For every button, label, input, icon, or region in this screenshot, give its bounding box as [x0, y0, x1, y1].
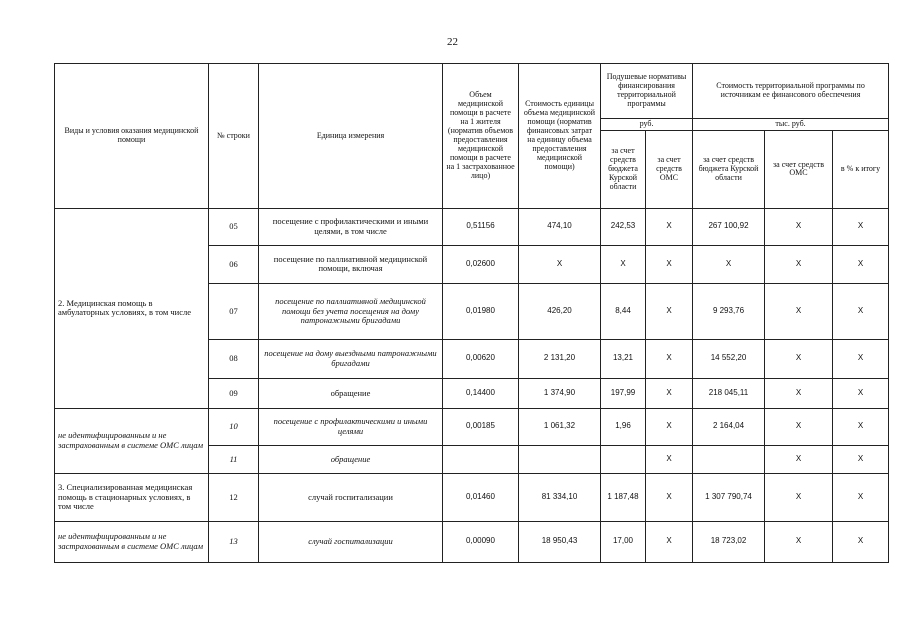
header-pc-oms: за счет средств ОМС [646, 130, 693, 208]
row-cost: 18 950,43 [519, 521, 601, 562]
row-tp-oms: X [765, 245, 833, 283]
header-type: Виды и условия оказания медицинской помощи [55, 64, 209, 209]
row-number: 07 [209, 283, 259, 339]
row-pc-oms: X [646, 473, 693, 521]
row-pc-budget: 1,96 [601, 408, 646, 445]
row-unit: посещение по паллиативной медицинской помощи без учета посещения на дому патронажными бригадами [259, 283, 443, 339]
row-tp-budget: 1 307 790,74 [693, 473, 765, 521]
group-unidentified-1: не идентифицированным и не застрахованным в системе ОМС лицам [55, 408, 209, 473]
row-volume: 0,00185 [443, 408, 519, 445]
row-tp-pct: X [833, 339, 889, 378]
group-stationary: 3. Специализированная медицинская помощь в стационарных условиях, в том числе [55, 473, 209, 521]
header-unit-rub: руб. [601, 119, 693, 131]
header-percapita: Подушевые нормативы финансирования территориальной программы [601, 64, 693, 119]
row-unit: случай госпитализации [259, 521, 443, 562]
header-pc-budget: за счет средств бюджета Курской области [601, 130, 646, 208]
row-tp-budget: X [693, 245, 765, 283]
row-unit: посещение по паллиативной медицинской помощи, включая [259, 245, 443, 283]
row-tp-oms: X [765, 408, 833, 445]
table-row [55, 473, 889, 521]
row-number: 10 [209, 408, 259, 445]
row-tp-oms: X [765, 521, 833, 562]
table-row [55, 408, 889, 445]
row-cost: 474,10 [519, 208, 601, 245]
header-cost: Стоимость единицы объема медицинской помощи (норматив финансовых затрат на единицу объема предоставления медицинской помощи) [519, 64, 601, 209]
row-cost: 81 334,10 [519, 473, 601, 521]
row-cost: 426,20 [519, 283, 601, 339]
financing-table [54, 63, 889, 563]
row-tp-pct: X [833, 283, 889, 339]
row-tp-pct: X [833, 473, 889, 521]
row-volume: 0,51156 [443, 208, 519, 245]
header-unit: Единица измерения [259, 64, 443, 209]
row-pc-budget: 17,00 [601, 521, 646, 562]
header-tp-budget: за счет средств бюджета Курской области [693, 130, 765, 208]
row-pc-oms: X [646, 408, 693, 445]
row-tp-budget: 9 293,76 [693, 283, 765, 339]
row-unit: обращение [259, 445, 443, 473]
row-cost: X [519, 245, 601, 283]
row-tp-budget: 14 552,20 [693, 339, 765, 378]
row-tp-budget: 2 164,04 [693, 408, 765, 445]
header-tp-oms: за счет средств ОМС [765, 130, 833, 208]
header-rowno: № строки [209, 64, 259, 209]
row-pc-budget: 242,53 [601, 208, 646, 245]
row-pc-oms: X [646, 378, 693, 408]
row-number: 09 [209, 378, 259, 408]
row-pc-oms: X [646, 245, 693, 283]
row-tp-oms: X [765, 473, 833, 521]
row-tp-pct: X [833, 378, 889, 408]
row-unit: посещение с профилактическими и иными целями, в том числе [259, 208, 443, 245]
row-tp-pct: X [833, 208, 889, 245]
row-tp-pct: X [833, 521, 889, 562]
row-tp-oms: X [765, 378, 833, 408]
header-row-1 [55, 64, 889, 119]
header-unit-thousand-rub: тыс. руб. [693, 119, 889, 131]
header-volume: Объем медицинской помощи в расчете на 1 жителя (норматив объемов предоставления медицинской помощи в расчете на 1 застрахованное лицо) [443, 64, 519, 209]
row-volume: 0,14400 [443, 378, 519, 408]
row-pc-budget [601, 445, 646, 473]
row-cost: 2 131,20 [519, 339, 601, 378]
header-tp-pct: в % к итогу [833, 130, 889, 208]
row-pc-oms: X [646, 339, 693, 378]
row-number: 11 [209, 445, 259, 473]
row-tp-budget [693, 445, 765, 473]
row-tp-pct: X [833, 408, 889, 445]
row-unit: посещение на дому выездными патронажными бригадами [259, 339, 443, 378]
row-number: 05 [209, 208, 259, 245]
row-volume: 0,01460 [443, 473, 519, 521]
header-program-cost: Стоимость территориальной программы по источникам ее финансового обеспечения [693, 64, 889, 119]
row-volume: 0,01980 [443, 283, 519, 339]
row-volume [443, 445, 519, 473]
row-tp-oms: X [765, 339, 833, 378]
group-unidentified-2: не идентифицированным и не застрахованным в системе ОМС лицам [55, 521, 209, 562]
row-pc-budget: 8,44 [601, 283, 646, 339]
row-volume: 0,00620 [443, 339, 519, 378]
row-pc-budget: X [601, 245, 646, 283]
row-tp-budget: 218 045,11 [693, 378, 765, 408]
row-tp-budget: 267 100,92 [693, 208, 765, 245]
row-unit: посещение с профилактическими и иными целями [259, 408, 443, 445]
row-number: 12 [209, 473, 259, 521]
row-cost: 1 061,32 [519, 408, 601, 445]
row-pc-budget: 1 187,48 [601, 473, 646, 521]
row-cost [519, 445, 601, 473]
row-tp-oms: X [765, 208, 833, 245]
row-volume: 0,02600 [443, 245, 519, 283]
row-pc-oms: X [646, 283, 693, 339]
row-pc-oms: X [646, 208, 693, 245]
table-row [55, 208, 889, 245]
row-number: 13 [209, 521, 259, 562]
table-row [55, 521, 889, 562]
row-unit: случай госпитализации [259, 473, 443, 521]
row-number: 06 [209, 245, 259, 283]
row-unit: обращение [259, 378, 443, 408]
row-tp-oms: X [765, 283, 833, 339]
row-cost: 1 374,90 [519, 378, 601, 408]
row-volume: 0,00090 [443, 521, 519, 562]
row-pc-oms: X [646, 445, 693, 473]
page-number: 22 [447, 36, 458, 48]
row-tp-oms: X [765, 445, 833, 473]
row-tp-pct: X [833, 445, 889, 473]
row-tp-pct: X [833, 245, 889, 283]
group-ambulatory: 2. Медицинская помощь в амбулаторных условиях, в том числе [55, 208, 209, 408]
row-tp-budget: 18 723,02 [693, 521, 765, 562]
row-number: 08 [209, 339, 259, 378]
row-pc-budget: 197,99 [601, 378, 646, 408]
row-pc-budget: 13,21 [601, 339, 646, 378]
row-pc-oms: X [646, 521, 693, 562]
